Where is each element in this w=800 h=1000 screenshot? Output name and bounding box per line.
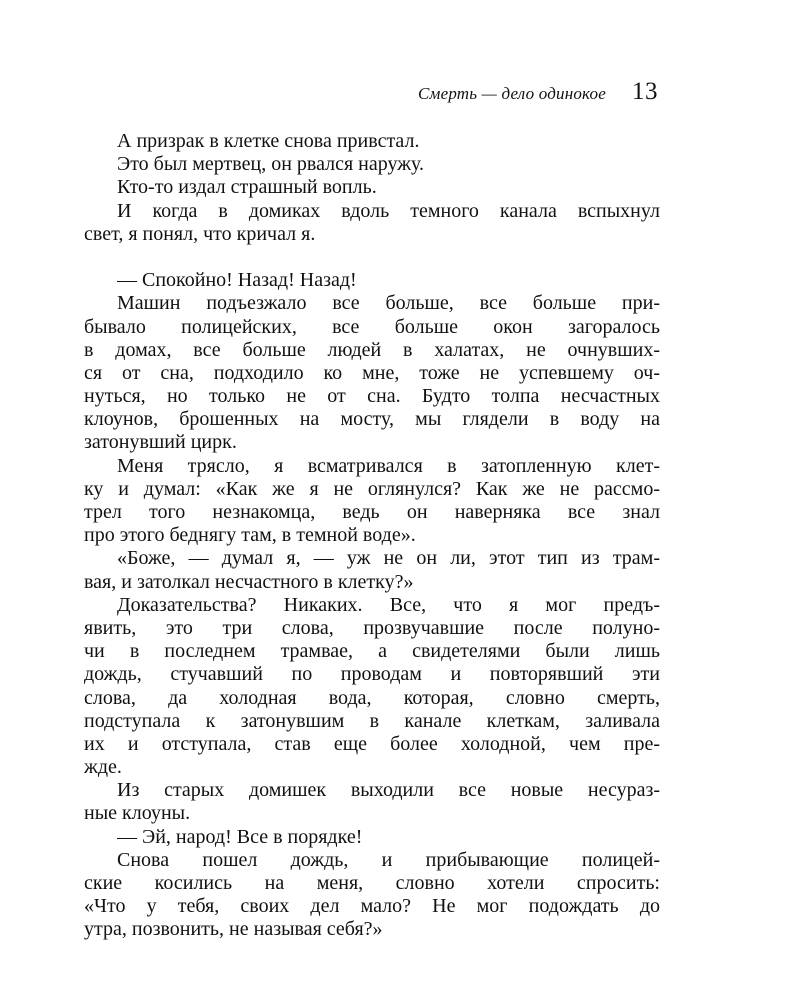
text-line: Из старых домишек выходили все новые несураз- [117,779,660,802]
text-line: подступала к затонувшим в канале клеткам, заливала [84,709,660,732]
text-line: Машин подъезжало все больше, все больше при- [117,292,660,315]
blank-line [117,246,660,269]
text-line: утра, позвонить, не называя себя?» [84,918,383,941]
text-line: ку и думал: «Как же я не оглянулся? Как же не рассмо- [84,477,660,500]
text-line: Это был мертвец, он рвался наружу. [117,153,425,176]
text-line: Снова пошел дождь, и прибывающие полицей- [117,848,660,871]
text-line: — Эй, народ! Все в порядке! [117,825,363,848]
running-title: Смерть — дело одинокое [418,84,606,103]
text-line: дождь, стучавший по проводам и повторявший эти [84,663,660,686]
running-head [418,78,658,106]
text-line: бывало полицейских, все больше окон загоралось [84,315,660,338]
text-line: «Боже, — думал я, — уж не он ли, этот тип из трам- [117,547,660,570]
text-line: клоунов, брошенных на мосту, мы глядели в воду на [84,408,660,431]
text-line: чи в последнем трамвае, а свидетелями были лишь [84,640,660,663]
text-line: затонувший цирк. [84,431,237,454]
text-line: А призрак в клетке снова привстал. [117,130,420,152]
text-line: нуться, но только не от сна. Будто толпа несчастных [84,385,660,408]
text-line: — Спокойно! Назад! Назад! [117,269,357,292]
text-line: И когда в домиках вдоль темного канала вспыхнул [117,199,660,222]
text-line: ные клоуны. [84,802,191,825]
text-line: явить, это три слова, прозвучавшие после полуно- [84,616,660,639]
text-line: ские косились на меня, словно хотели спросить: [84,872,660,894]
body-text [84,130,660,942]
text-line: ся от сна, подходило ко мне, тоже не успевшему оч- [84,361,660,384]
text-line: про этого беднягу там, в темной воде». [84,524,416,547]
text-line: «Что у тебя, своих дел мало? Не мог подождать до [84,895,660,918]
text-line: Меня трясло, я всматривался в затопленную клет- [117,454,660,477]
text-line: слова, да холодная вода, которая, словно смерть, [84,686,660,709]
text-line: в домах, все больше людей в халатах, не очнувших- [84,338,660,361]
text-line: трел того незнакомца, ведь он наверняка все знал [84,501,660,523]
text-line: Доказательства? Никаких. Все, что я мог предъ- [117,593,660,616]
text-line: свет, я понял, что кричал я. [84,222,316,245]
text-line: вая, и затолкал несчастного в клетку?» [84,570,414,593]
text-line: жде. [84,756,122,779]
page-number: 13 [632,78,658,105]
text-line: Кто-то издал страшный вопль. [117,176,377,199]
text-line: их и отступала, став еще более холодной, чем пре- [84,732,660,755]
